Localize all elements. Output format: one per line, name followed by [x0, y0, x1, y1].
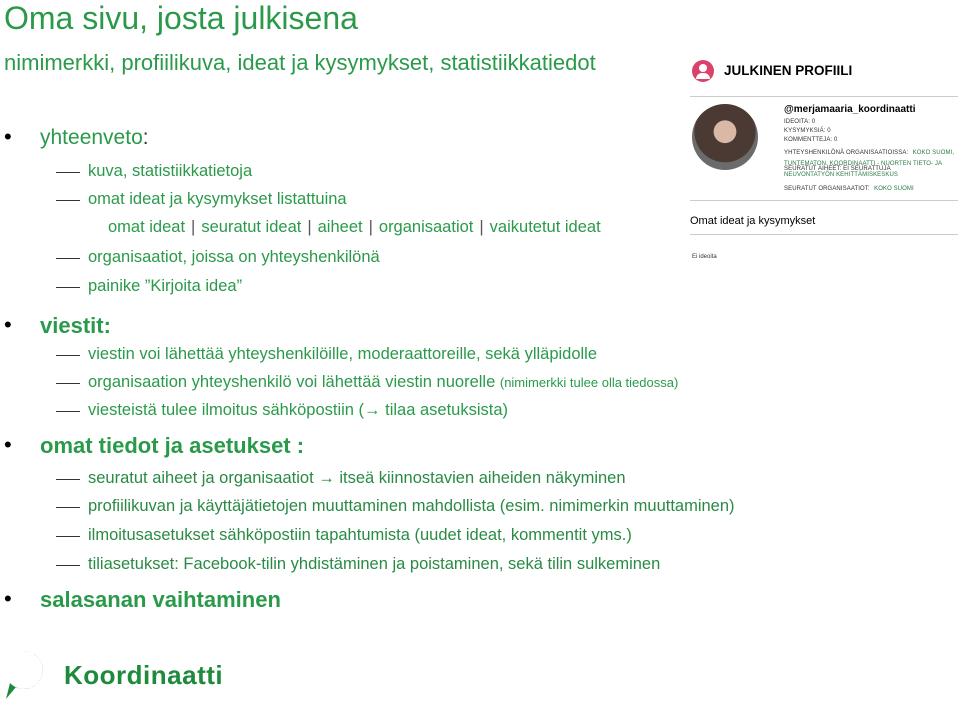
profile-followed-orgs-label: SEURATUT ORGANISAATIOT: [784, 186, 870, 192]
profile-followed-topics: SEURATUT AIHEET: EI SEURATTUJA [784, 166, 891, 172]
profile-followed-orgs [784, 177, 914, 195]
bullet: • [4, 432, 12, 457]
page-title: Oma sivu, josta julkisena [4, 0, 358, 36]
dash [56, 355, 80, 356]
profile-empty-text: Ei ideoita [692, 254, 717, 260]
profile-title: JULKINEN PROFIILI [724, 63, 853, 78]
koordinaatti-logo-icon [2, 648, 46, 702]
list-item [88, 373, 678, 392]
divider [690, 234, 958, 235]
dash [56, 507, 80, 508]
tab-omat-ideat: omat ideat [108, 218, 186, 236]
section-heading-asetukset: omat tiedot ja asetukset : [40, 433, 305, 458]
tab-organisaatiot: organisaatiot [378, 218, 474, 236]
koordinaatti-logo-text: Koordinaatti [64, 660, 224, 690]
user-icon [692, 60, 714, 82]
profile-contact-label: YHTEYSHENKILÖNÄ ORGANISAATIOISSA: [784, 150, 909, 156]
tab-separator: | [368, 218, 373, 236]
profile-stat: IDEOITA: 0 [784, 119, 816, 125]
dash [56, 565, 80, 566]
tab-vaikutetut-ideat: vaikutetut ideat [489, 218, 601, 236]
profile-stat: KYSYMYKSIÄ: 0 [784, 128, 831, 134]
section-heading-viestit: viestit: [40, 313, 111, 338]
section-heading-salasana: salasanan vaihtaminen [40, 587, 281, 612]
tab-separator: | [479, 218, 484, 236]
profile-section-title: Omat ideat ja kysymykset [690, 215, 816, 227]
list-item-text: itseä kiinnostavien aiheiden näkyminen [334, 469, 626, 487]
list-item-text: viesteistä tulee ilmoitus sähköpostiin ( [88, 401, 365, 419]
list-item: omat ideat ja kysymykset listattuina [88, 190, 347, 208]
page-subtitle: nimimerkki, profiilikuva, ideat ja kysymykset, statistiikkatiedot [4, 50, 596, 75]
list-item-text: seuratut aiheet ja organisaatiot [88, 469, 314, 487]
dash [56, 258, 80, 259]
profile-contact [784, 146, 958, 179]
profile-followed-orgs-link[interactable]: KOKO SUOMI [874, 186, 914, 192]
list-item [88, 401, 508, 420]
profile-stat: KOMMENTTEJA: 0 [784, 137, 838, 143]
bullet: • [4, 312, 12, 337]
dash [56, 383, 80, 384]
list-item: kuva, statistiikkatietoja [88, 162, 253, 180]
section-heading-yhteenveto [40, 126, 149, 150]
profile-contact-links[interactable]: KOKO SUOMI, TUNTEMATON, KOORDINAATTI - NUORTEN TIETO- JA NEUVONTATYÖN KEHITTÄMISKESKUS [784, 150, 955, 178]
tab-seuratut-ideat: seuratut ideat [201, 218, 302, 236]
avatar [692, 104, 758, 170]
tab-separator: | [191, 218, 196, 236]
section-heading-label: yhteenveto [40, 126, 143, 149]
tab-list [108, 218, 601, 237]
list-item: organisaatiot, joissa on yhteyshenkilönä [88, 248, 380, 266]
dash [56, 287, 80, 288]
list-item [88, 469, 626, 488]
list-item: viestin voi lähettää yhteyshenkilöille, moderaattoreille, sekä ylläpidolle [88, 345, 598, 363]
list-item: painike ”Kirjoita idea” [88, 277, 243, 295]
divider [690, 200, 958, 201]
list-item: ilmoitusasetukset sähköpostiin tapahtumista (uudet ideat, kommentit yms.) [88, 526, 632, 544]
bullet: • [4, 586, 12, 611]
section-heading-colon: : [142, 126, 149, 149]
dash [56, 479, 80, 480]
list-item: profiilikuvan ja käyttäjätietojen muuttaminen mahdollista (esim. nimimerkin muuttaminen) [88, 497, 735, 515]
profile-handle: @merjamaaria_koordinaatti [784, 104, 916, 115]
list-item-text: organisaation yhteyshenkilö voi lähettää viestin nuorelle [88, 373, 496, 391]
divider [690, 96, 958, 97]
dash [56, 411, 80, 412]
arrow-right-icon: → [318, 469, 335, 487]
tab-separator: | [307, 218, 312, 236]
dash [56, 172, 80, 173]
list-item: tiliasetukset: Facebook-tilin yhdistäminen ja poistaminen, sekä tilin sulkeminen [88, 555, 661, 573]
arrow-right-icon: → [364, 401, 381, 419]
dash [56, 536, 80, 537]
bullet: • [4, 124, 12, 149]
dash [56, 200, 80, 201]
list-item-text: tilaa asetuksista) [380, 401, 509, 419]
tab-aiheet: aiheet [317, 218, 363, 236]
profile-header [692, 60, 714, 82]
list-item-note: (nimimerkki tulee olla tiedossa) [499, 375, 679, 390]
